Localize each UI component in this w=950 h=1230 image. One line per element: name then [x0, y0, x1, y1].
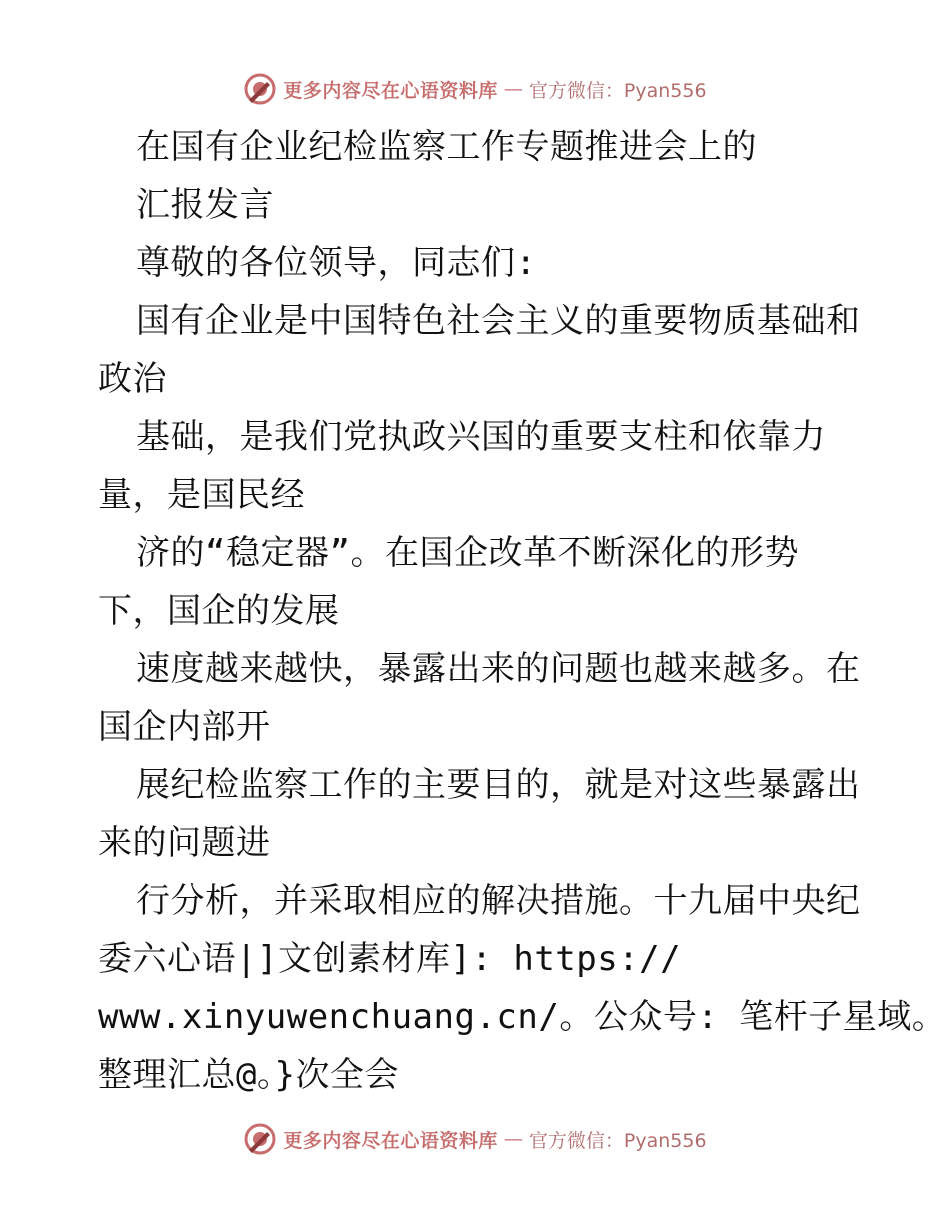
watermark-wechat-text: 官方微信：Pyan556 [528, 79, 707, 102]
text-line: 政治 [98, 359, 167, 399]
text-line: 速度越来越快，暴露出来的问题也越来越多。在 [136, 649, 861, 689]
text-line: 整理汇总@。}次全会 [98, 1055, 399, 1095]
text-line: 委六心语|]文创素材库]: https:// [98, 939, 682, 979]
text-line: 来的问题进 [98, 823, 271, 863]
text-line: 济的“稳定器”。在国企改革不断深化的形势 [136, 533, 799, 573]
text-line: 尊敬的各位领导，同志们: [136, 243, 537, 283]
watermark-main-text: 更多内容尽在心语资料库 [283, 79, 498, 102]
watermark-separator: — [503, 1128, 523, 1150]
text-line: 行分析，并采取相应的解决措施。十九届中央纪 [136, 881, 861, 921]
text-line: 在国有企业纪检监察工作专题推进会上的 [136, 127, 757, 167]
document-body [98, 118, 947, 1104]
text-line: 展纪检监察工作的主要目的，就是对这些暴露出 [136, 765, 861, 805]
pen-logo-icon [243, 72, 277, 106]
watermark-wechat-text: 官方微信：Pyan556 [528, 1129, 707, 1152]
watermark-main-text: 更多内容尽在心语资料库 [283, 1129, 498, 1152]
text-line: 基础，是我们党执政兴国的重要支柱和依靠力 [136, 417, 826, 457]
text-line: www.xinyuwenchuang.cn/。公众号: 笔杆子星域。 [98, 997, 947, 1037]
text-line: 国有企业是中国特色社会主义的重要物质基础和 [136, 301, 861, 341]
text-line: 汇报发言 [136, 185, 274, 225]
pen-logo-icon [243, 1122, 277, 1156]
watermark-separator: — [503, 78, 523, 100]
footer-watermark [0, 1122, 950, 1156]
text-line: 下，国企的发展 [98, 591, 340, 631]
header-watermark [0, 72, 950, 106]
text-line: 国企内部开 [98, 707, 271, 747]
text-line: 量，是国民经 [98, 475, 305, 515]
